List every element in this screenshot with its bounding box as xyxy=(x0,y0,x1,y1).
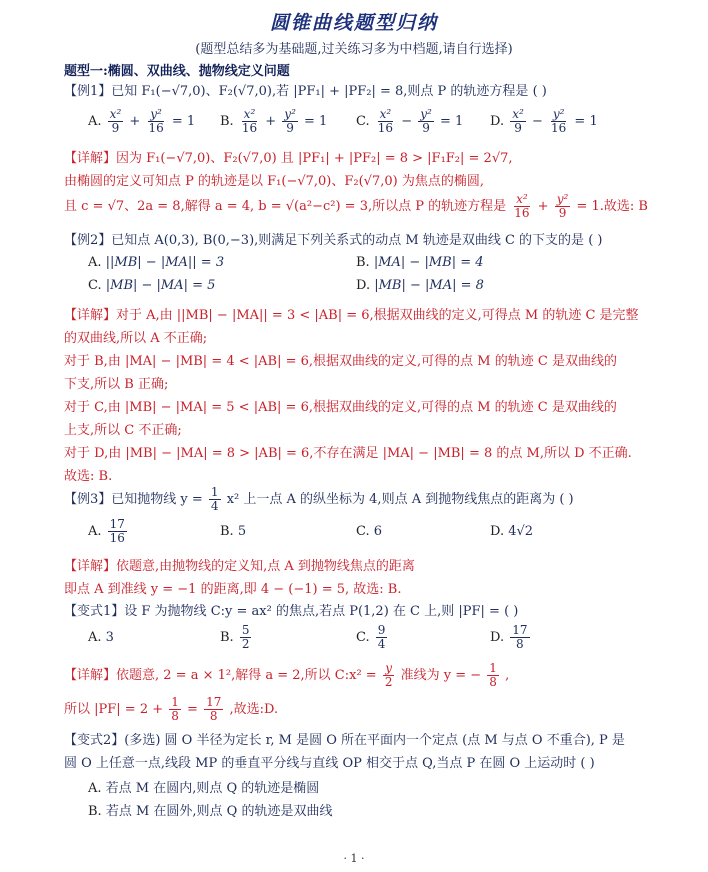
example3-option-b: B. 5 xyxy=(220,524,247,539)
page-title: 圆锥曲线题型归纳 xyxy=(269,12,438,34)
example2-question: 【例2】已知点 A(0,3), B(0,−3),则满足下列关系式的动点 M 轨迹是双曲线 C 的下支的是 ( ) xyxy=(64,233,603,248)
example3-option-a: A. $\frac{17}{16}$ xyxy=(88,517,125,545)
example2-option-b: B. |MA| − |MB| = 4 xyxy=(356,255,484,270)
example1-solution-line: 且 c = √7、2a = 8,解得 a = 4, b = √(a²−c²) = 3,所以点 P 的轨迹方程是 $\frac{\text{x²}}{16}$ + $\frac{\text{y²}}{9}$ = 1.故选: B xyxy=(64,192,648,220)
example1-option-d: D. $\frac{\text{x²}}{9}$ − $\frac{\text{y²}}{16}$ = 1 xyxy=(490,107,598,135)
variant1-solution-line: 【详解】依题意, 2 = a × 1²,解得 a = 2,所以 C:x² = $\frac{y}{2}$ 准线为 y = − $\frac{1}{8}$ , xyxy=(64,661,510,689)
section-title: 题型一:椭圆、双曲线、抛物线定义问题 xyxy=(64,64,290,79)
page-number: · 1 · xyxy=(343,852,365,865)
example1-option-b: B. $\frac{\text{x²}}{16}$ + $\frac{\text{y²}}{9}$ = 1 xyxy=(220,107,328,135)
variant1-option-c: C. $\frac{9}{4}$ xyxy=(356,623,386,651)
example2-solution-line: 对于 D,由 |MB| − |MA| = 8 > |AB| = 6,不存在满足 |MA| − |MB| = 8 的点 M,所以 D 不正确. xyxy=(64,446,632,461)
example2-solution-line: 故选: B. xyxy=(64,469,113,484)
variant1-option-d: D. $\frac{17}{8}$ xyxy=(490,623,528,651)
example2-solution-line: 的双曲线,所以 A 不正确; xyxy=(64,331,208,346)
example1-solution-line: 由椭圆的定义可知点 P 的轨迹是以 F₁(−√7,0)、F₂(√7,0) 为焦点的椭圆, xyxy=(64,174,484,189)
variant1-option-a: A. 3 xyxy=(88,630,114,645)
variant1-option-b: B. $\frac{5}{2}$ xyxy=(220,623,250,651)
variant2-option-b: B. 若点 M 在圆外,则点 Q 的轨迹是双曲线 xyxy=(88,804,333,819)
example3-solution-line: 【详解】依题意,由抛物线的定义知,点 A 到抛物线焦点的距离 xyxy=(64,559,415,574)
example1-solution-line: 【详解】因为 F₁(−√7,0)、F₂(√7,0) 且 |PF₁| + |PF₂| = 8 > |F₁F₂| = 2√7, xyxy=(64,151,513,166)
example2-option-a: A. ||MB| − |MA|| = 3 xyxy=(88,255,225,270)
variant2-option-a: A. 若点 M 在圆内,则点 Q 的轨迹是椭圆 xyxy=(88,781,320,796)
example1-question: 【例1】已知 F₁(−√7,0)、F₂(√7,0),若 |PF₁| + |PF₂| = 8,则点 P 的轨迹方程是 ( ) xyxy=(64,84,547,99)
variant1-solution-line: 所以 |PF| = 2 + $\frac{1}{8}$ = $\frac{17}{8}$ ,故选:D. xyxy=(64,695,279,723)
example2-solution-line: 上支,所以 C 不正确; xyxy=(64,423,182,438)
page-subtitle: (题型总结多为基础题,过关练习多为中档题,请自行选择) xyxy=(195,42,513,57)
example1-option-c: C. $\frac{\text{x²}}{16}$ − $\frac{\text{y²}}{9}$ = 1 xyxy=(356,107,464,135)
example3-option-d: D. 4√2 xyxy=(490,524,534,539)
variant2-question-line: 圆 O 上任意一点,线段 MP 的垂直平分线与直线 OP 相交于点 Q,当点 P 在圆 O 上运动时 ( ) xyxy=(64,756,595,771)
example3-option-c: C. 6 xyxy=(356,524,383,539)
example2-solution-line: 对于 B,由 |MA| − |MB| = 4 < |AB| = 6,根据双曲线的定义,可得的点 M 的轨迹 C 是双曲线的 xyxy=(64,354,617,369)
example1-option-a: A. $\frac{\text{x²}}{9}$ + $\frac{\text{y²}}{16}$ = 1 xyxy=(88,107,196,135)
example2-solution-line: 对于 C,由 |MB| − |MA| = 5 < |AB| = 6,根据双曲线的定义,可得的点 M 的轨迹 C 是双曲线的 xyxy=(64,400,617,415)
example2-solution-line: 下支,所以 B 正确; xyxy=(64,377,169,392)
example2-option-c: C. |MB| − |MA| = 5 xyxy=(88,278,216,293)
example3-question: 【例3】已知抛物线 y = $\frac{1}{4}$ x² 上一点 A 的纵坐标为 4,则点 A 到抛物线焦点的距离为 ( ) xyxy=(64,485,574,513)
variant2-question-line: 【变式2】(多选) 圆 O 半径为定长 r, M 是圆 O 所在平面内一个定点 (点 M 与点 O 不重合), P 是 xyxy=(64,733,625,748)
example3-solution-line: 即点 A 到准线 y = −1 的距离,即 4 − (−1) = 5, 故选: B. xyxy=(64,582,402,597)
example2-solution-line: 【详解】对于 A,由 ||MB| − |MA|| = 3 < |AB| = 6,根据双曲线的定义,可得点 M 的轨迹 C 是完整 xyxy=(64,308,639,323)
variant1-question: 【变式1】设 F 为抛物线 C:y = ax² 的焦点,若点 P(1,2) 在 C 上,则 |PF| = ( ) xyxy=(64,604,519,619)
example2-option-d: D. |MB| − |MA| = 8 xyxy=(356,278,484,293)
